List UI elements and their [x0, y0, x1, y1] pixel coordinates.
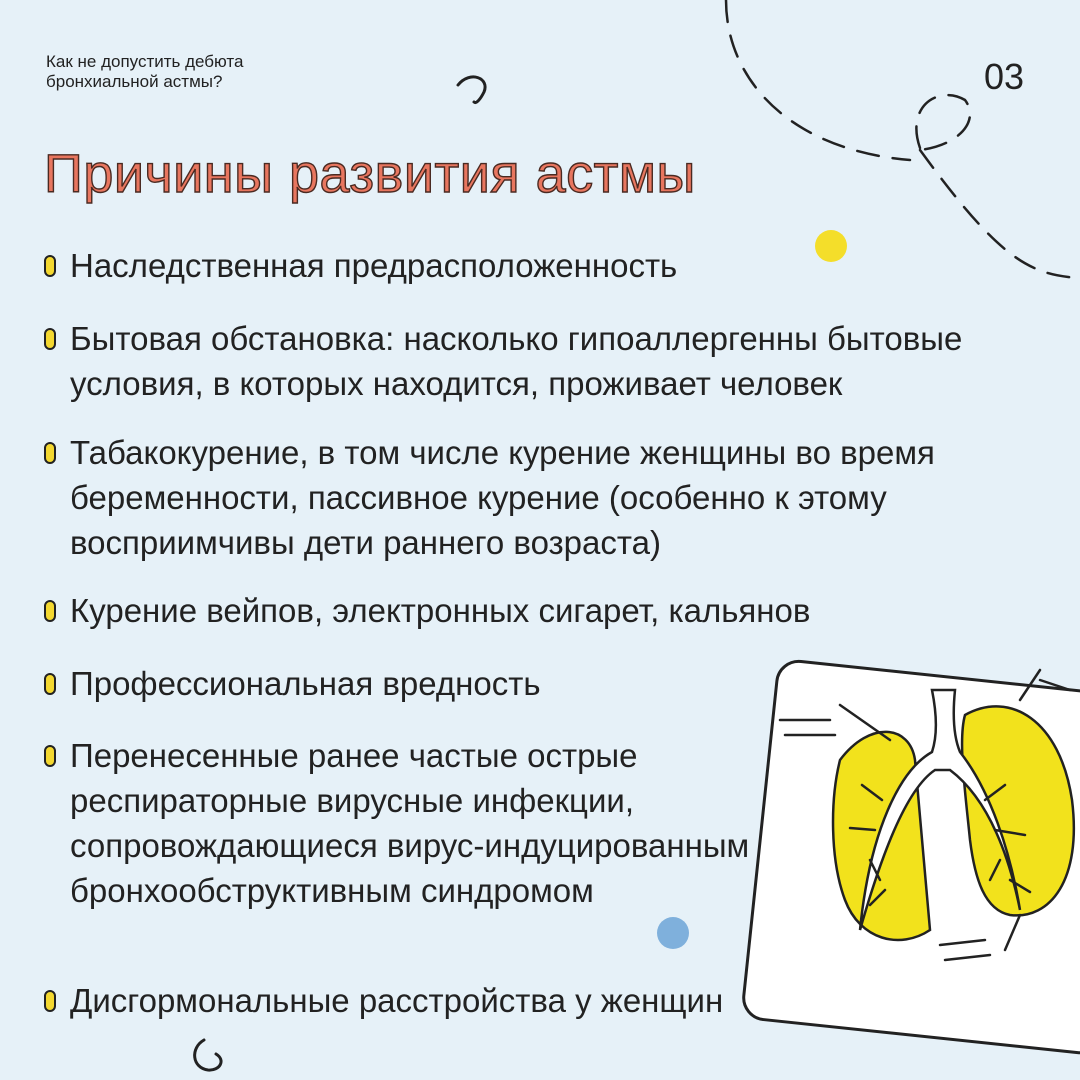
list-item — [44, 733, 760, 913]
list-item-text: Дисгормональные расстройства у женщин — [70, 982, 724, 1019]
subtitle-line-2: бронхиальной астмы? — [46, 72, 223, 91]
list-item — [44, 430, 1010, 565]
bullet-marker — [44, 328, 56, 350]
list-item — [44, 316, 1050, 406]
bullet-marker — [44, 673, 56, 695]
bullet-marker — [44, 600, 56, 622]
list-item-text: Наследственная предрасположенность — [70, 247, 678, 284]
bullet-marker — [44, 255, 56, 277]
list-item — [44, 978, 830, 1023]
bullet-marker — [44, 745, 56, 767]
page-title: Причины развития астмы — [44, 144, 696, 204]
list-item-text: Табакокурение, в том числе курение женщины во время беременности, пассивное курение (особенно к этому восприимчивы дети раннего возраста) — [70, 434, 935, 561]
list-item-text: Профессиональная вредность — [70, 665, 541, 702]
bullet-marker — [44, 442, 56, 464]
bullet-marker — [44, 990, 56, 1012]
page-number: 03 — [984, 56, 1025, 97]
list-item — [44, 588, 970, 633]
list-item-text: Курение вейпов, электронных сигарет, кальянов — [70, 592, 811, 629]
list-item-text: Перенесенные ранее частые острые респираторные вирусные инфекции, сопровождающиеся вирус-индуцированным бронхообструктивным синдромом — [70, 737, 750, 909]
list-item — [44, 243, 970, 288]
list-item-text: Бытовая обстановка: насколько гипоаллергенны бытовые условия, в которых находится, проживает человек — [70, 320, 963, 402]
list-item — [44, 661, 710, 706]
subtitle-line-1: Как не допустить дебюта — [46, 52, 244, 71]
